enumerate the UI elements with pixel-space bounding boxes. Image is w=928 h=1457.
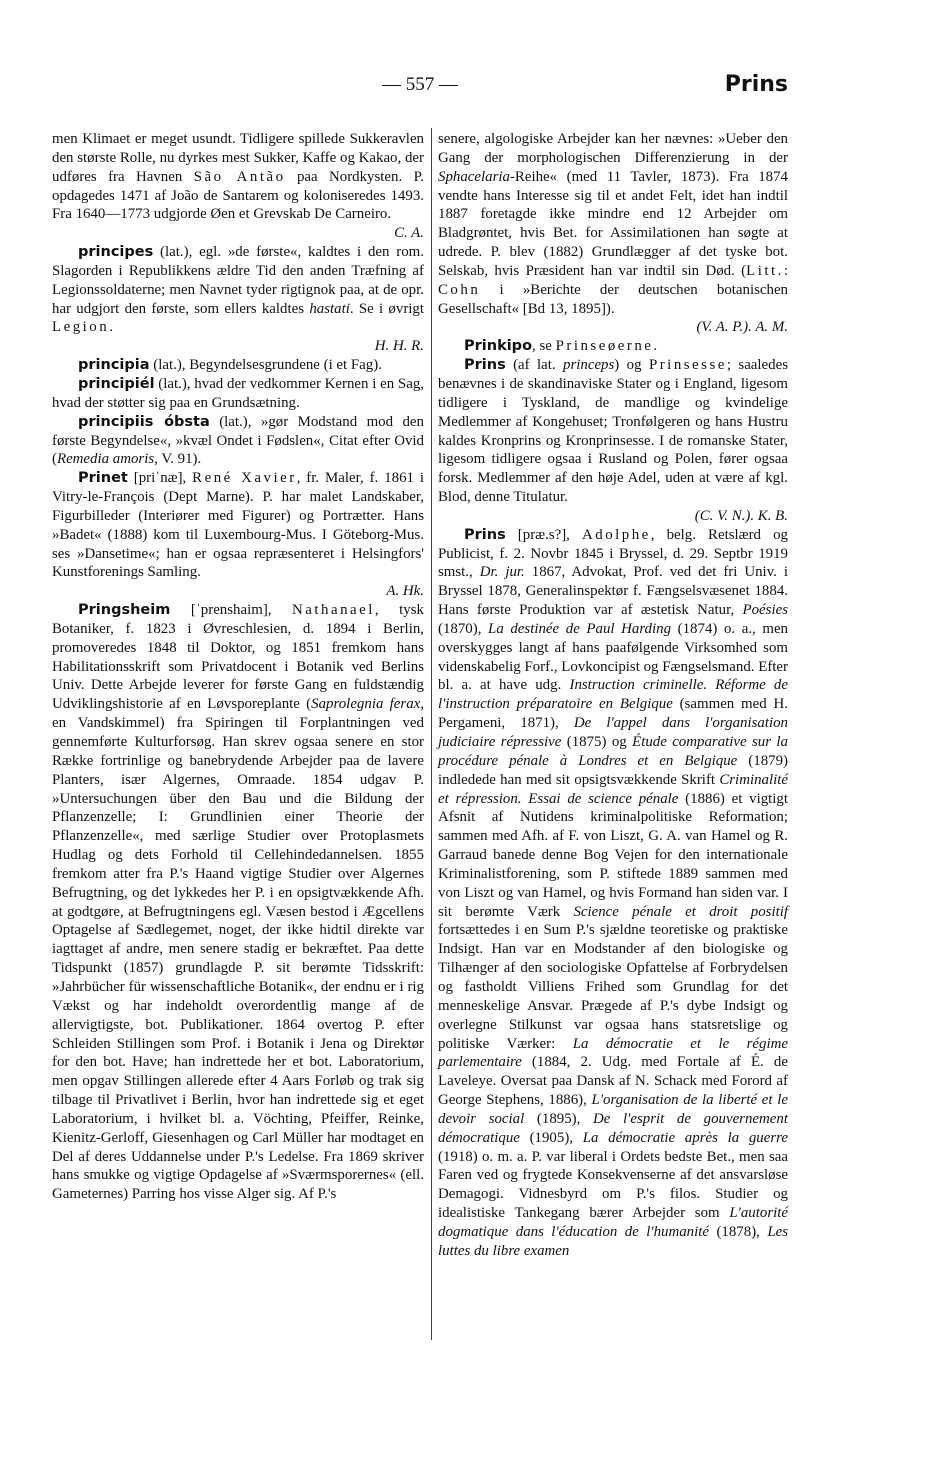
entry-principiis-obsta: principiis óbsta (lat.), »gør Modstand mod den første Begyndelse«, »kvæl Ondet i Fødslen«, Citat efter Ovid (Remedia amoris, V. 91). xyxy=(52,413,424,468)
headword: Prins xyxy=(464,357,506,374)
headword: Prinet xyxy=(78,470,128,487)
entry-principia: principia (lat.), Begyndelsesgrundene (i et Fag). xyxy=(78,357,382,374)
author-signature: (C. V. N.). K. B. xyxy=(694,507,788,524)
left-column xyxy=(52,130,424,1204)
entry-sao-antao-continuation: men Klimaet er meget usundt. Tidligere spillede Sukkeravlen den største Rolle, nu dyrkes mest Sukker, Kaffe og Kakao, der udføres fra Havnen São Antão paa Nordkysten. P. opdagedes 1471 af João de Santarem og koloniseredes 1493. Fra 1640—1773 udgjorde Øen et Grevskab De Carneiro. C. A. xyxy=(52,131,424,242)
entry-prins: Prins (af lat. princeps) og Prinsesse; saaledes benævnes i de skandinaviske Stater og i England, ligesom tidligere i Tyskland, de mandlige og kvindelige Medlemmer af Kongehuset; Tronfølgeren og hans Hustru kaldes Kronprins og Kronprinsesse. I de romanske Stater, ligesom tidligere ogsaa i Rusland og Polen, fører ogsaa forsk. Medlemmer af den høje Adel, uden at være af kgl. Blod, denne Titulatur. (C. V. N.). K. B. xyxy=(438,357,789,524)
headword: principiis óbsta xyxy=(78,413,210,430)
entry-prins-adolphe: Prins [præ.s?], Adolphe, belg. Retslærd og Publicist, f. 2. Novbr 1845 i Bryssel, d. 29. Septbr 1919 smst., Dr. jur. 1867, Advokat, Prof. ved det fri Univ. i Bryssel 1878, Generalinspektør f. Fængselsvæsenet 1884. Hans første Produktion var af æstetisk Natur, Poésies (1870), La destinée de Paul Harding (1874) o. a., men overskygges langt af hans paafølgende Virksomhed som videnskabelig Forf., Lovkoncipist og Fængselsmand. Efter bl. a. at have udg. Instruction criminelle. Réforme de l'instruction préparatoire en Belgique (sammen med H. Pergameni, 1871), De l'appel dans l'organisation judiciaire répressive (1875) og Étude comparative sur la procédure pénale à Londres et en Belgique (1879) indledede han med sit opsigtsvækkende Skrift Criminalité et répression. Essai de science pénale (1886) et vigtigt Afsnit af Nutidens kriminalpolitiske Reformation; sammen med Afh. af F. von Liszt, G. A. van Hamel og R. Garraud banede denne Bog Vejen for den internationale Kriminalistforening, som P. stiftede 1889 sammen med von Liszt og van Hamel, og hvis Formand han siden var. I sit berømte Værk Science pénale et droit positif fortsættedes i en Sum P.'s sjældne teoretiske og praktiske Indsigt. Han var en Modstander af den biologiske og Tilhænger af den sociologiske Opfattelse af Forbrydelsen og fastholdt Villiens Frihed som Grundlag for det menneskelige Ansvar. Prægede af P.'s dybe Indsigt og overlegne Stilkunst var ogsaa hans statsretslige og politiske Værker: La démocratie et le régime parlementaire (1884, 2. Udg. med Fortale af É. de Laveleye. Oversat paa Dansk af N. Schack med Forord af George Stephens, 1886), L'organisation de la liberté et le devoir social (1895), De l'esprit de gouvernement démocratique (1905), La démocratie après la guerre (1918) o. m. a. P. var liberal i Ordets bedste Bet., men saa Faren ved og frygtede Konsekvenserne af det ansvarsløse Demagogi. Vidnesbyrd om P.'s filos. Studier og idealistiske Tankegang bærer Arbejder som L'autorité dogmatique dans l'éducation de l'humanité (1878), Les luttes du libre examen xyxy=(438,526,789,1259)
entry-prinet: Prinet [priˈnæ], René Xavier, fr. Maler, f. 1861 i Vitry-le-François (Dept Marne). P. har malet Landskaber, Figurbilleder (Interiører med Figurer) og Portrætter. Hans »Badet« (1888) kom til Luxembourg-Mus. I Göteborg-Mus. ses »Dansetime«; han er ogsaa repræsenteret i Helsingfors' Kunstforenings Samling. A. Hk. xyxy=(52,470,425,600)
entry-principiel: principiél (lat.), hvad der vedkommer Kernen i en Sag, hvad der støtter sig paa en Grundsætning. xyxy=(52,375,424,411)
headword: Prinkipo xyxy=(464,338,533,355)
headword: principia xyxy=(78,357,150,374)
entry-principes: principes (lat.), egl. »de første«, kaldtes i den rom. Slagorden i Republikkens ældre Tid den anden Træfning af Legionssoldaterne; men Navnet tyder rigtignok paa, at de opr. har udgjort den første, som ellers kaldtes hastati. Se i øvrigt Legion. H. H. R. xyxy=(52,244,424,355)
entry-pringsheim-continuation: senere, algologiske Arbejder kan her nævnes: »Ueber den Gang der morphologischen Differenzierung in der Sphacelaria-Reihe« (med 11 Tavler, 1873). Fra 1874 vendte hans Interesse sig til et andet Felt, idet han indtil 1887 foretagde ikke mindre end 12 Arbejder om Bladgrøntet, hvis Bet. for Assimilationen han søgte at udrede. P. blev (1882) Grundlægger af det tyske bot. Selskab, hvis Præsident han var indtil sin Død. (Litt.: Cohn i »Berichte der deutschen botanischen Gesellschaft« [Bd 13, 1895]). (V. A. P.). A. M. xyxy=(438,131,788,336)
author-signature: (V. A. P.). A. M. xyxy=(696,319,788,336)
entry-prinkipo: Prinkipo, se Prinseøerne. xyxy=(464,338,658,355)
column-divider xyxy=(431,128,432,1340)
entry-pringsheim: Pringsheim [ˈprenshaim], Nathanael, tysk Botaniker, f. 1823 i Øvreschlesien, d. 1894 i Berlin, promoveredes 1848 til Doktor, og 1851 fremkom hans Habilitationsskrift som Privatdocent i Botanik ved Berlins Univ. Dette Arbejde leverer for første Gang en fuldstændig Udviklingshistorie af en Løvsporeplante (Saprolegnia ferax, en Vandskimmel) fra Spiringen til Forplantningen ved gennemførte Kulturforsøg. Han skrev ogsaa senere en stor Række fortrinlige og banebrydende Arbejder paa de lavere Planters, især Algernes, Omraade. 1854 udgav P. »Untersuchungen über den Bau und die Bildung der Pflanzenzelle; I: Grundlinien einer Theorie der Pflanzenzelle«, med særlige Studier over Protoplasmets Hudlag og dets Forhold til Cellehindedannelsen. 1855 fremkom atter fra P.'s Haand vigtige Studier over Algernes Befrugtning, og det lykkedes her P. i en opsigtvækkende Afh. at godtgøre, at Befrugtningens egl. Væsen bestod i Ægcellens Optagelse af Sædlegemet, noget, der ikke hidtil direkte var iagttaget af andre, men senere stadig er bekræftet. Paa dette Tidspunkt (1857) grundlagde P. sit berømte Tidsskrift: »Jahrbücher für wissenschaftliche Botanik«, der endnu er i rig Vækst og har indeholdt overordentlig mange af de allervigtigste, bot. Publikationer. 1864 overtog P. efter Schleiden Stillingen som Prof. i Botanik i Jena og Direktør for den bot. Have; han indrettede her et bot. Laboratorium, men opgav Stillingen allerede efter 4 Aars Forløb og trak sig tilbage til Privatlivet i Berlin, hvor han indrettede sig et eget Laboratorium, i hvilket bl. a. Vöchting, Pfeiffer, Reinke, Kienitz-Gerloff, Giesenhagen og Carl Müller har modtaget en Del af deres Uddannelse under P.'s Ledelse. Fra 1869 skriver hans smukke og vigtige Opdagelse af »Sværmsporernes« (ell. Gameternes) Parring hos visse Alger sig. Af P.'s xyxy=(52,602,425,1203)
headword: Pringsheim xyxy=(78,602,171,619)
headword: Prins xyxy=(464,526,506,543)
right-column xyxy=(438,130,788,1261)
headword: principes xyxy=(78,244,154,261)
page-header xyxy=(52,72,788,106)
page-number: — 557 — xyxy=(382,74,458,95)
author-signature: C. A. xyxy=(394,225,424,242)
author-signature: H. H. R. xyxy=(374,338,424,355)
author-signature: A. Hk. xyxy=(386,583,424,600)
headword: principiél xyxy=(78,375,155,392)
running-head: Prins xyxy=(724,72,788,97)
